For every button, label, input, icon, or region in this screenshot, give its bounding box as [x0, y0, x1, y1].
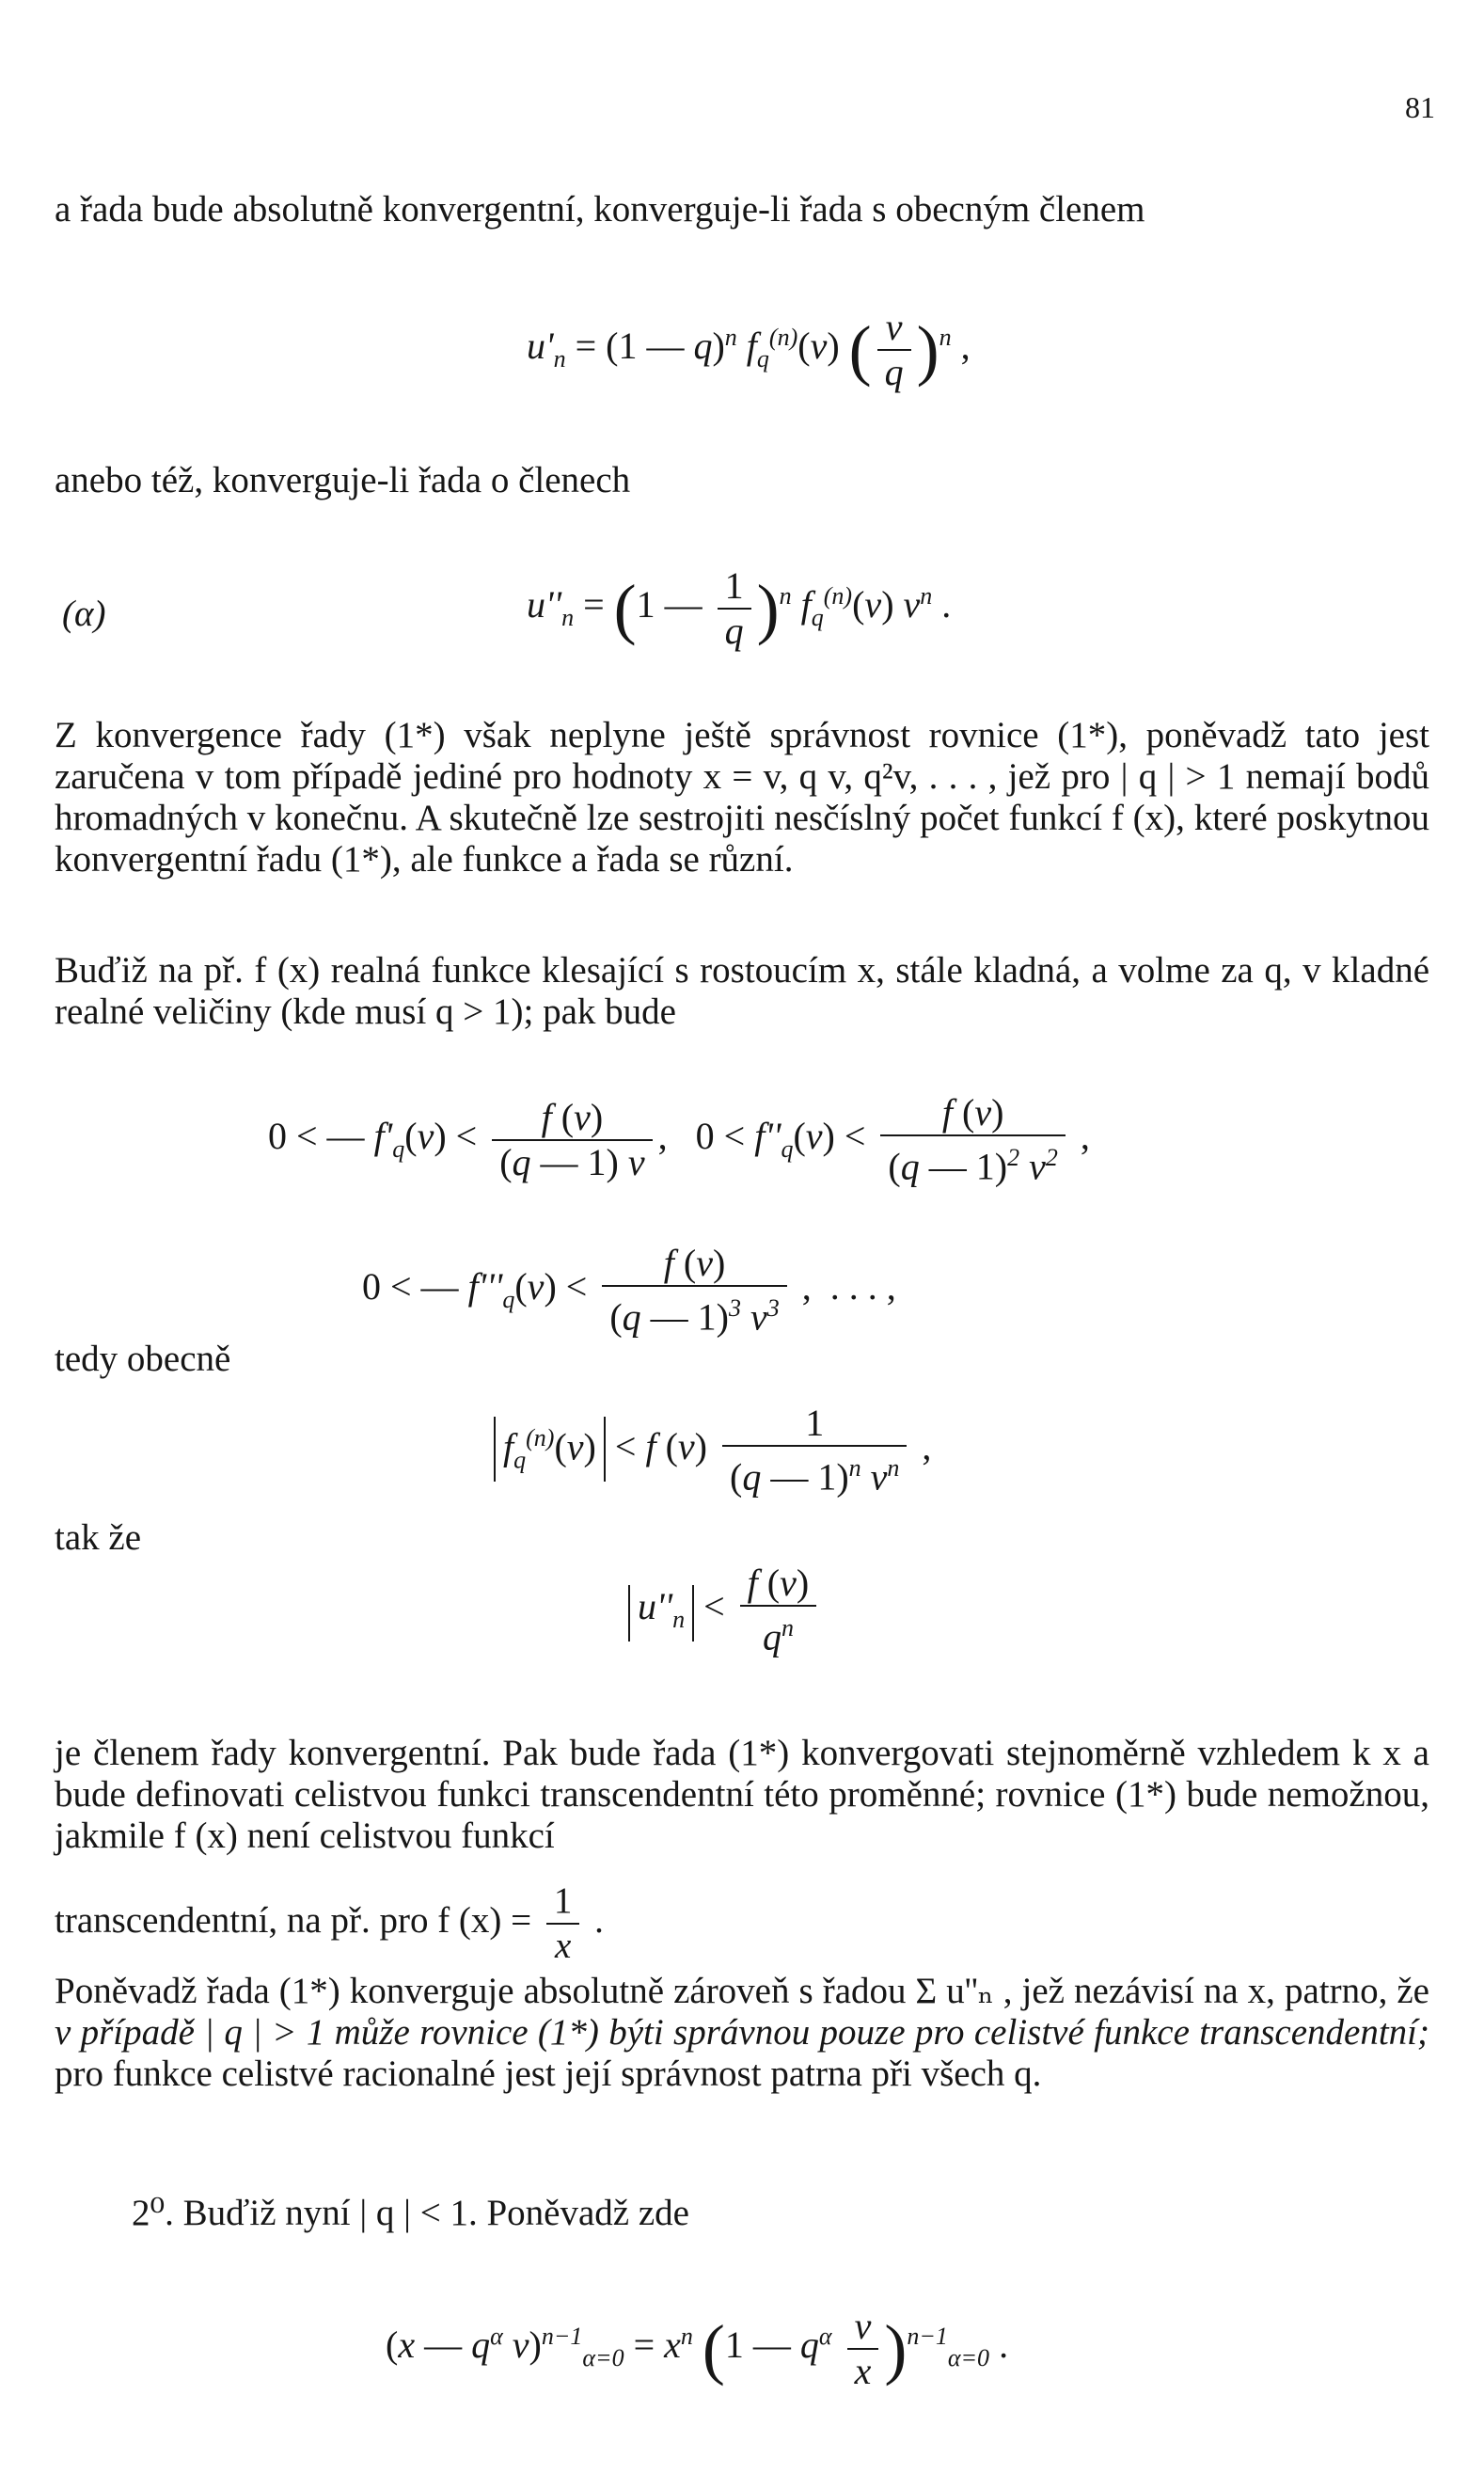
paragraph-6-c: pro funkce celistvé racionalné jest její správnost patrna při všech q.	[55, 2054, 1042, 2094]
equation-u-double-prime: $u''_n = (1$ — $\frac{1}{q}$ )$^n$ $f_q^{(n)}(v)$ $v^n$ .	[527, 564, 952, 652]
paragraph-5-end: transcendentní, na př. pro f (x) = $\frac{1}{x}$ .	[55, 1880, 604, 1966]
paragraph-2: anebo též, konverguje-li řada o členech	[55, 460, 631, 500]
paragraph-1: a řada bude absolutně konvergentní, konverguje-li řada s obecným členem	[55, 189, 1145, 230]
paragraph-6-emphasis: v případě | q | > 1 může rovnice (1*) býti správnou pouze pro celistvé funkce transcendentní;	[55, 2012, 1429, 2053]
inequality-row-1: 0 < — $f'_q(v)$ < $\frac{f (v)}{(q — 1) v}$ , $0 < f''_q(v)$ < $\frac{f (v)}{(q — 1)^2 v^2}$ ,	[268, 1091, 1090, 1188]
equation-u-prime: $u'_n = (1$ — q)$^n$ $f_q^{(n)}(v)$ ( $\frac{v}{q}$ )$^n$ ,	[527, 306, 971, 393]
paragraph-7: 2⁰. Buďiž nyní | q | < 1. Poněvadž zde	[132, 2193, 689, 2233]
inequality-row-2: 0 < — $f'''_q(v)$ < $\frac{f (v)}{(q — 1)^3 v^3}$ , . . . ,	[362, 1242, 896, 1339]
paragraph-4: Buďiž na př. f (x) realná funkce klesající s rostoucím x, stále kladná, a volme za q, v kladné realné veličiny (kde musí q > 1); pak bude	[55, 950, 1429, 1032]
paragraph-5-end-text: transcendentní, na př. pro f (x) =	[55, 1899, 532, 1941]
equation-product: (x — $q^\alpha$ $v)^{n-1}_{\alpha=0} = x^n$ (1 — $q^\alpha$ $\frac{v}{x}$ )$^{n-1}_{\alpha=0}$ .	[386, 2305, 1009, 2392]
paragraph-6-a: Poněvadž řada (1*) konverguje absolutně zároveň s řadou Σ u''ₙ , jež nezávisí na x, patrno, že	[55, 1971, 1429, 2011]
paragraph-3: Z konvergence řady (1*) však neplyne ještě správnost rovnice (1*), poněvadž tato jest zaručena v tom případě jediné pro hodnoty x = v, q v, q²v, . . . , jež pro | q | > 1 nemají bodů hromadných v konečnu. A skutečně lze sestrojiti nesčíslný počet funkcí f (x), které poskytnou konvergentní řadu (1*), ale funkce a řada se různí.	[55, 715, 1429, 880]
label-alpha: (α)	[62, 594, 106, 634]
paragraph-6	[55, 1971, 1429, 2095]
paragraph-5: je členem řady konvergentní. Pak bude řada (1*) konvergovati stejnoměrně vzhledem k x a bude definovati celistvou funkci transcendentní této proměnné; rovnice (1*) bude nemožnou, jakmile f (x) není celistvou funkcí	[55, 1733, 1429, 1856]
inequality-u-bound: $u''_n$ < $\frac{f (v)}{q^n}$	[628, 1562, 822, 1658]
label-tedy-obecne: tedy obecně	[55, 1339, 231, 1379]
page-number: 81	[1405, 90, 1435, 124]
inequality-general: $f_q^{(n)}(v) < f$ (v) $\frac{1}{(q — 1)^n v^n}$ ,	[494, 1402, 931, 1499]
label-tak-ze: tak že	[55, 1517, 142, 1558]
